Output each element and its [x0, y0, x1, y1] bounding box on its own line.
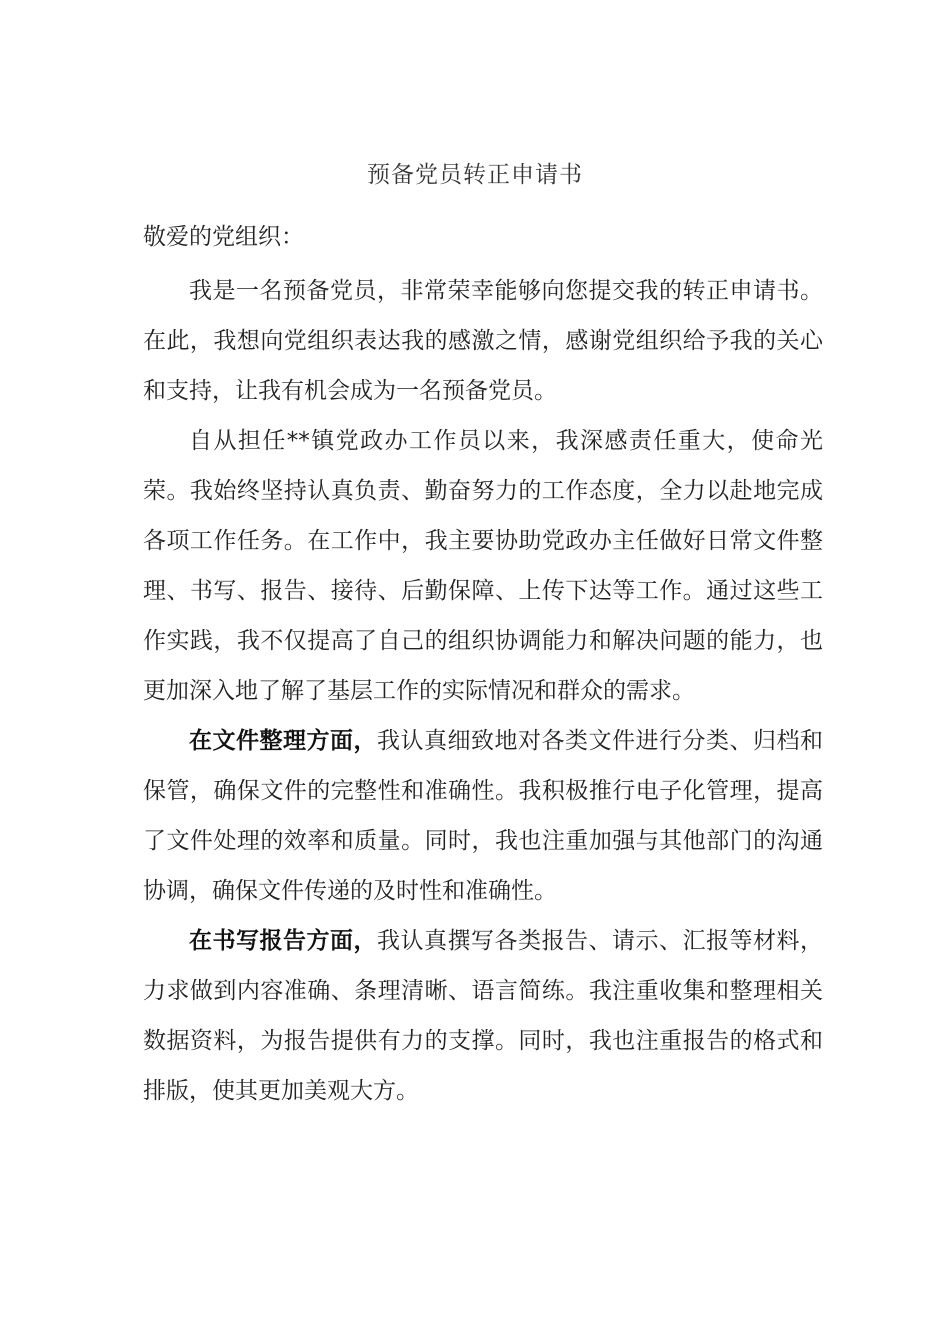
paragraph-3-text: 我认真细致地对各类文件进行分类、归档和保管，确保文件的完整性和准确性。我积极推行电子化管理，提高了文件处理的效率和质量。同时，我也注重加强与其他部门的沟通协调，确保文件传递的及时性和准确性。: [143, 728, 823, 904]
document-body: [143, 220, 823, 1116]
paragraph-3-lead: 在文件整理方面，: [189, 728, 377, 754]
paragraph-3: [143, 716, 823, 916]
paragraph-4-lead: 在书写报告方面，: [189, 928, 377, 954]
paragraph-4: [143, 916, 823, 1116]
document-title: 预备党员转正申请书: [367, 162, 583, 188]
paragraph-2: [143, 416, 823, 716]
salutation: 敬爱的党组织：: [143, 224, 304, 250]
paragraph-2-text: 自从担任**镇党政办工作员以来，我深感责任重大，使命光荣。我始终坚持认真负责、勤奋努力的工作态度，全力以赴地完成各项工作任务。在工作中，我主要协助党政办主任做好日常文件整理、书写、报告、接待、后勤保障、上传下达等工作。通过这些工作实践，我不仅提高了自己的组织协调能力和解决问题的能力，也更加深入地了解了基层工作的实际情况和群众的需求。: [143, 428, 823, 704]
paragraph-4-text: 我认真撰写各类报告、请示、汇报等材料，力求做到内容准确、条理清晰、语言简练。我注重收集和整理相关数据资料，为报告提供有力的支撑。同时，我也注重报告的格式和排版，使其更加美观大方。: [143, 928, 823, 1104]
paragraph-1-text: 我是一名预备党员，非常荣幸能够向您提交我的转正申请书。在此，我想向党组织表达我的感激之情，感谢党组织给予我的关心和支持，让我有机会成为一名预备党员。: [143, 278, 823, 404]
paragraph-1: [143, 266, 823, 416]
